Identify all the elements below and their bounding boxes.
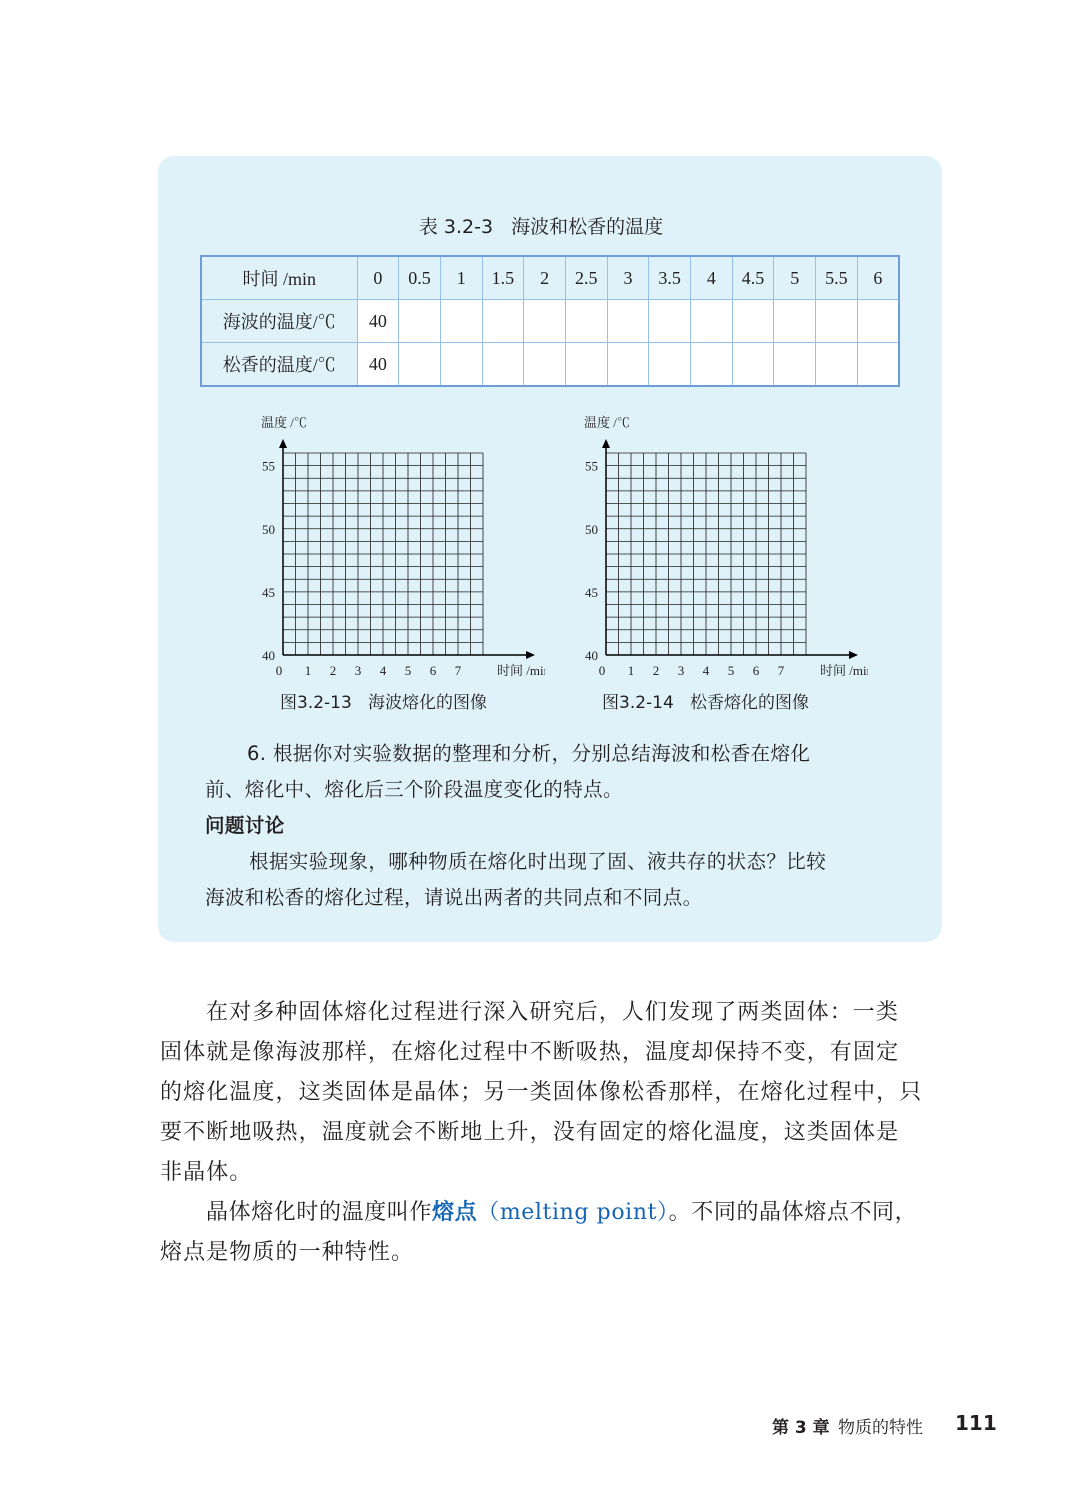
page-number: 111 <box>955 1411 997 1435</box>
y-tick-label: 55 <box>262 458 275 474</box>
empty-cell <box>565 300 607 343</box>
x-tick-label: 0 <box>598 663 606 678</box>
x-axis-label: 时间 /min <box>820 663 868 678</box>
body-line-1: 在对多种固体熔化过程进行深入研究后，人们发现了两类固体：一类 <box>206 1000 900 1025</box>
x-tick-label: 7 <box>777 663 785 678</box>
definition-suffix: 。不同的晶体熔点不同， <box>668 1200 918 1225</box>
table-title: 表 3.2-3 海波和松香的温度 <box>418 216 664 238</box>
time-cell: 5 <box>774 256 816 300</box>
x-tick-label: 5 <box>727 663 735 678</box>
time-cell: 4.5 <box>732 256 774 300</box>
haibo-row-label: 海波的温度/℃ <box>201 300 357 343</box>
time-cell: 5.5 <box>816 256 858 300</box>
discussion-heading: 问题讨论 <box>205 814 285 837</box>
table-row-songxiang <box>201 343 899 387</box>
x-tick-label: 6 <box>752 663 760 678</box>
time-cell: 6 <box>857 256 899 300</box>
body-line-3: 的熔化温度，这类固体是晶体；另一类固体像松香那样，在熔化过程中，只 <box>160 1080 923 1105</box>
time-cell: 3 <box>607 256 649 300</box>
time-cell: 4 <box>691 256 733 300</box>
empty-cell <box>399 300 441 343</box>
empty-cell <box>524 300 566 343</box>
x-axis-arrow <box>849 651 858 659</box>
y-tick-label: 40 <box>585 648 598 663</box>
chapter-number: 第 3 章 <box>772 1418 830 1438</box>
y-tick-label: 40 <box>262 648 275 663</box>
empty-cell <box>399 343 441 387</box>
empty-cell <box>857 343 899 387</box>
empty-cell <box>649 343 691 387</box>
x-tick-label: 5 <box>404 663 412 678</box>
y-tick-label: 45 <box>585 584 598 600</box>
x-tick-label: 2 <box>329 663 337 678</box>
table-row-haibo <box>201 300 899 343</box>
discussion-line1: 根据实验现象，哪种物质在熔化时出现了固、液共存的状态？比较 <box>249 850 827 873</box>
temperature-table <box>200 255 900 387</box>
discussion-line2: 海波和松香的熔化过程，请说出两者的共同点和不同点。 <box>205 886 703 909</box>
empty-cell <box>524 343 566 387</box>
table-header-row <box>201 256 899 300</box>
time-cell: 3.5 <box>649 256 691 300</box>
body-line-5: 非晶体。 <box>160 1160 253 1185</box>
chapter-title: 物质的特性 <box>838 1418 923 1438</box>
time-cell: 0.5 <box>399 256 441 300</box>
term-melting-point: 熔点 <box>432 1200 478 1225</box>
definition-line2: 熔点是物质的一种特性。 <box>160 1240 415 1265</box>
x-tick-label: 1 <box>627 663 635 678</box>
empty-cell <box>565 343 607 387</box>
time-cell: 1.5 <box>482 256 524 300</box>
empty-cell <box>816 300 858 343</box>
y-axis-label: 温度 /℃ <box>261 415 307 430</box>
y-tick-label: 55 <box>585 458 598 474</box>
definition-paragraph <box>206 1193 917 1233</box>
empty-cell <box>774 300 816 343</box>
empty-cell <box>440 343 482 387</box>
time-cell: 0 <box>357 256 399 300</box>
empty-cell <box>440 300 482 343</box>
empty-cell <box>732 343 774 387</box>
x-tick-label: 3 <box>677 663 685 678</box>
x-tick-label: 4 <box>379 663 387 678</box>
songxiang-first-value: 40 <box>357 343 399 387</box>
x-tick-label: 1 <box>304 663 312 678</box>
x-tick-label: 2 <box>652 663 660 678</box>
empty-cell <box>857 300 899 343</box>
songxiang-row-label: 松香的温度/℃ <box>201 343 357 387</box>
y-axis-label: 温度 /℃ <box>584 415 630 430</box>
x-tick-label: 0 <box>275 663 283 678</box>
empty-cell <box>774 343 816 387</box>
time-header-cell: 时间 /min <box>201 256 357 300</box>
english-term: （melting point） <box>477 1200 669 1225</box>
definition-prefix: 晶体熔化时的温度叫作 <box>206 1200 433 1225</box>
body-line-4: 要不断地吸热，温度就会不断地上升，没有固定的熔化温度，这类固体是 <box>160 1120 900 1145</box>
empty-cell <box>482 343 524 387</box>
empty-cell <box>607 343 649 387</box>
songxiang-chart-caption: 图3.2-14 松香熔化的图像 <box>602 693 810 713</box>
chart-svg <box>578 410 868 685</box>
empty-cell <box>607 300 649 343</box>
songxiang-melting-chart <box>578 410 868 689</box>
x-tick-label: 7 <box>454 663 462 678</box>
empty-cell <box>482 300 524 343</box>
chart-svg <box>255 410 545 685</box>
body-line-2: 固体就是像海波那样，在熔化过程中不断吸热，温度却保持不变，有固定 <box>160 1040 900 1065</box>
item6-line1: 6. 根据你对实验数据的整理和分析，分别总结海波和松香在熔化 <box>247 742 811 765</box>
empty-cell <box>732 300 774 343</box>
empty-cell <box>649 300 691 343</box>
empty-cell <box>691 343 733 387</box>
x-tick-label: 4 <box>702 663 710 678</box>
time-cell: 1 <box>440 256 482 300</box>
haibo-first-value: 40 <box>357 300 399 343</box>
y-axis-arrow <box>279 439 287 448</box>
haibo-melting-chart <box>255 410 545 689</box>
y-tick-label: 50 <box>262 521 275 537</box>
x-tick-label: 3 <box>354 663 362 678</box>
empty-cell <box>691 300 733 343</box>
x-axis-arrow <box>526 651 535 659</box>
x-axis-label: 时间 /min <box>497 663 545 678</box>
haibo-chart-caption: 图3.2-13 海波熔化的图像 <box>280 693 488 713</box>
y-tick-label: 45 <box>262 584 275 600</box>
y-tick-label: 50 <box>585 521 598 537</box>
time-cell: 2 <box>524 256 566 300</box>
time-cell: 2.5 <box>565 256 607 300</box>
empty-cell <box>816 343 858 387</box>
item6-line2: 前、熔化中、熔化后三个阶段温度变化的特点。 <box>205 778 623 801</box>
x-tick-label: 6 <box>429 663 437 678</box>
y-axis-arrow <box>602 439 610 448</box>
